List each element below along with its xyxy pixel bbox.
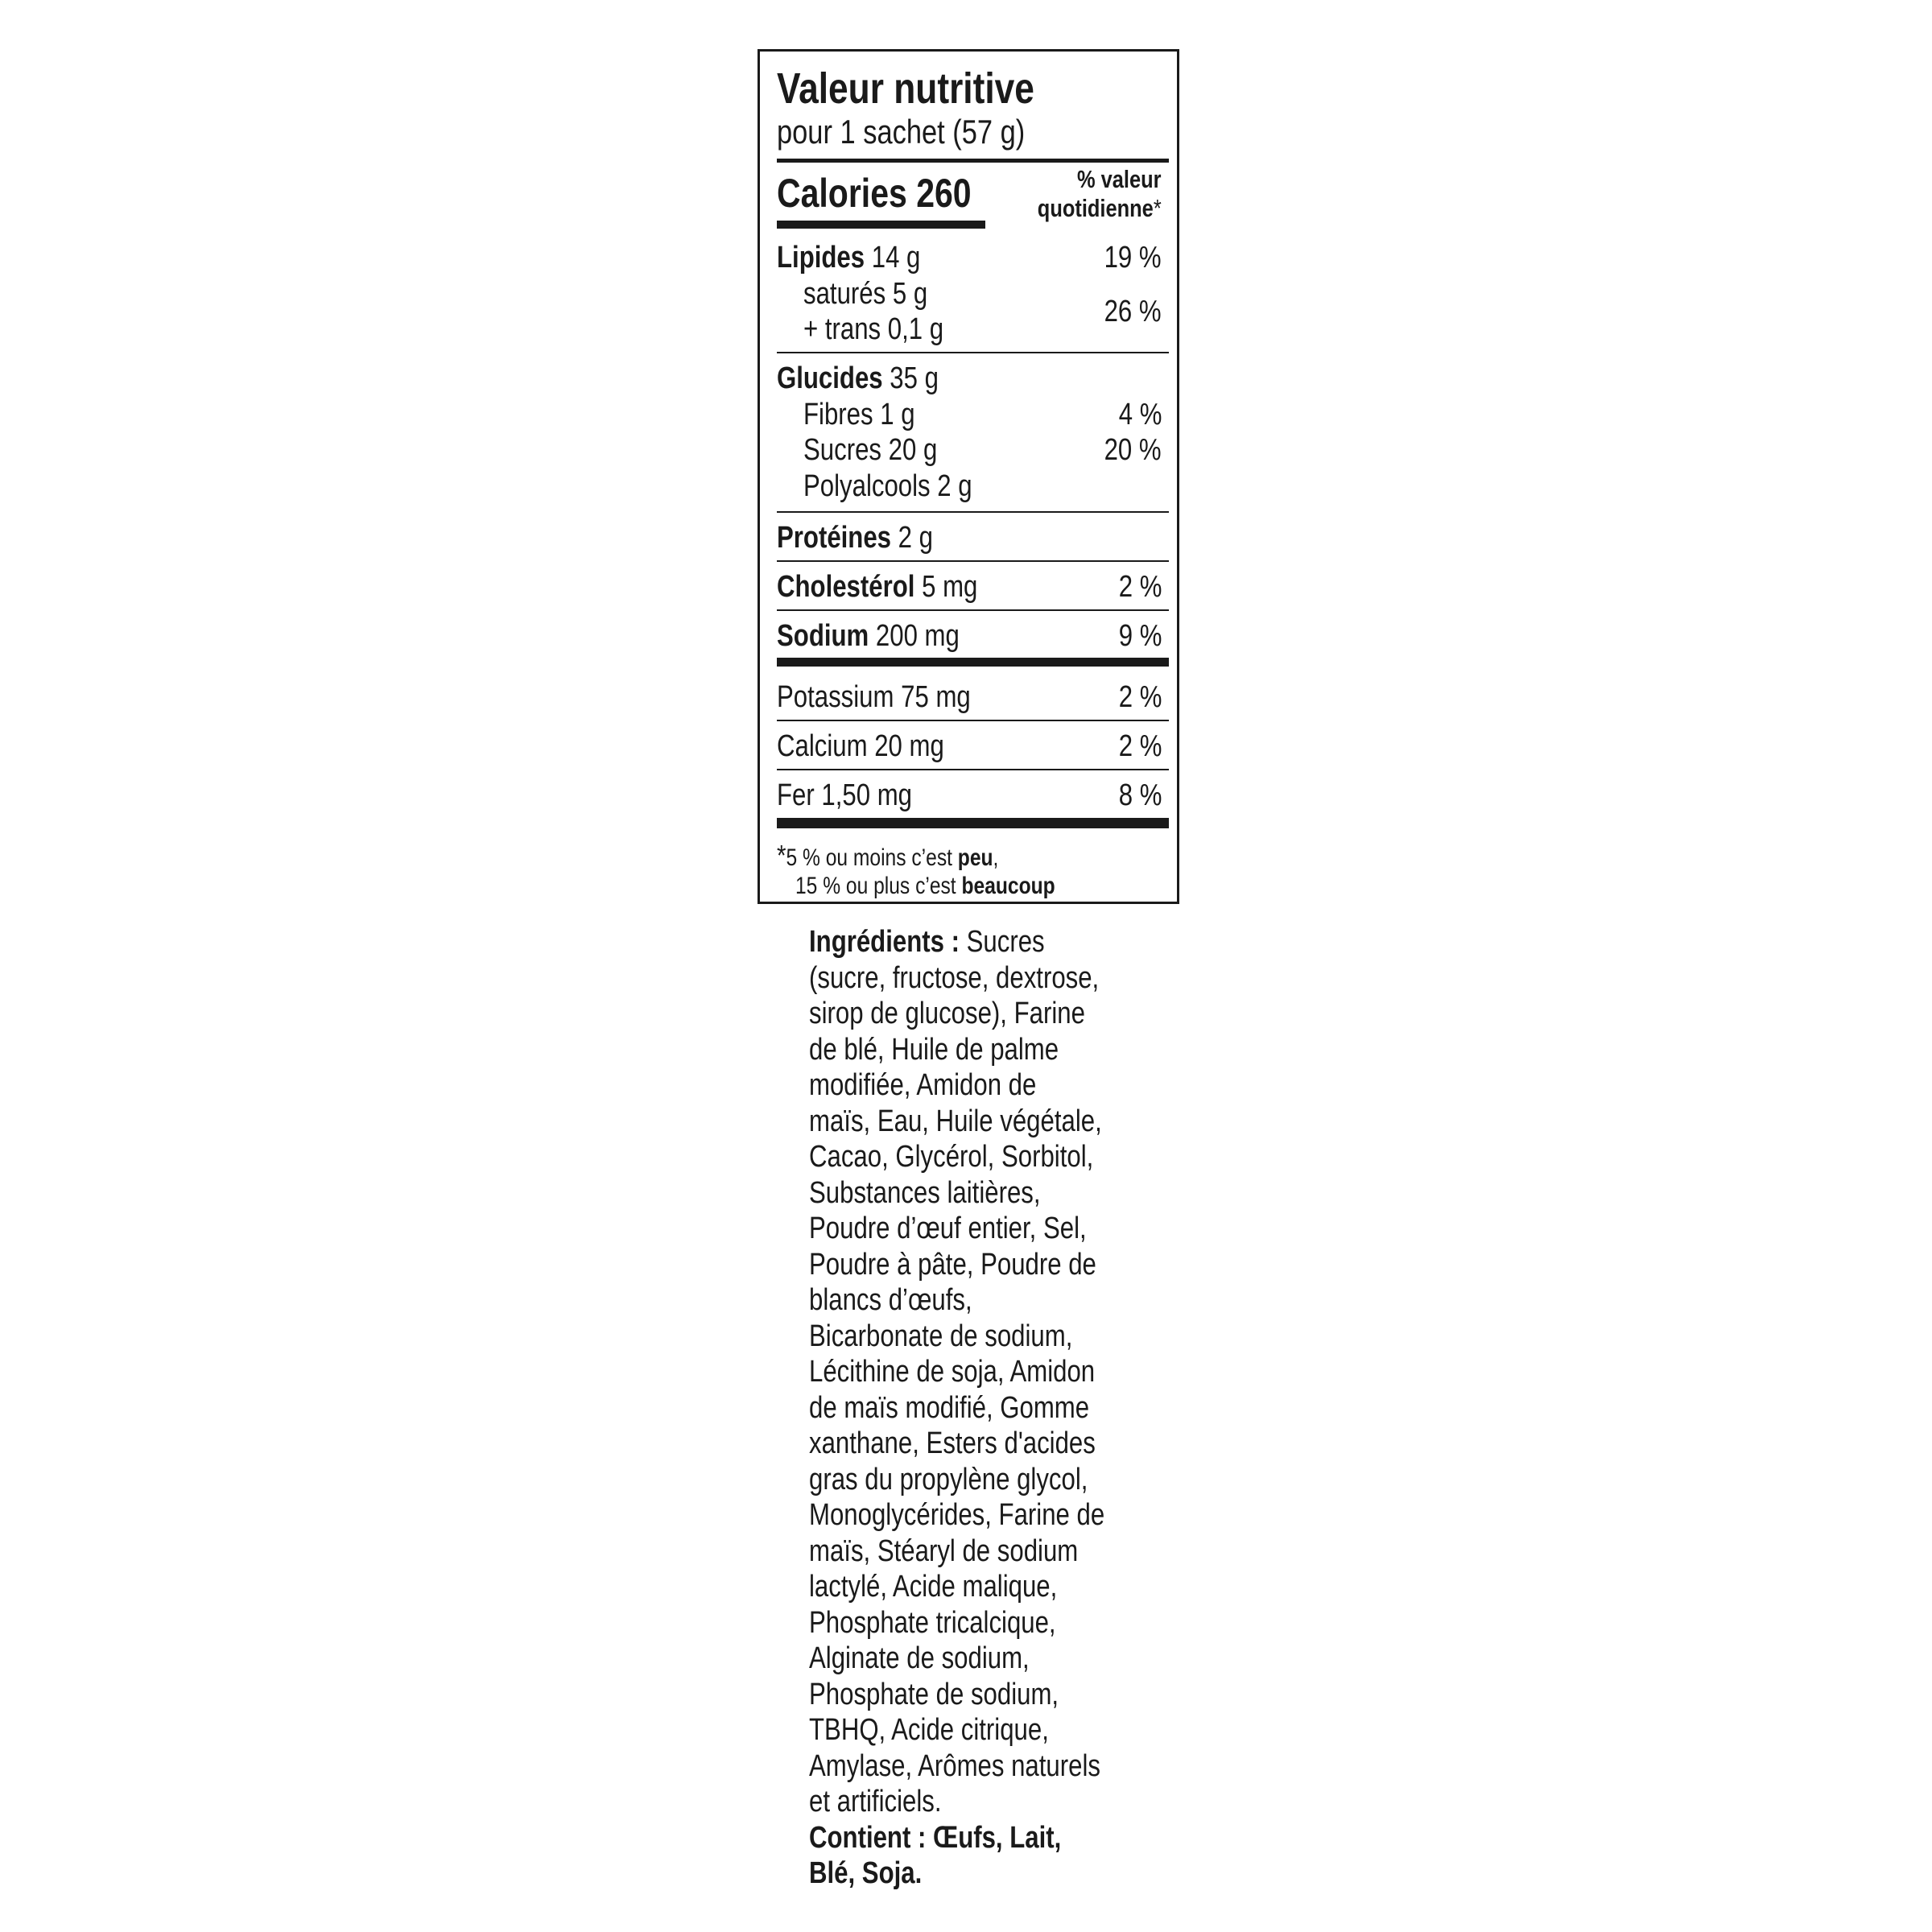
- ingredient-line: Substances laitières,: [809, 1175, 1041, 1210]
- ingredient-line: Lécithine de soja, Amidon: [809, 1355, 1096, 1389]
- ingredient-line: Phosphate de sodium,: [809, 1677, 1059, 1711]
- ingredient-line: de blé, Huile de palme: [809, 1032, 1059, 1067]
- ingredient-line: xanthane, Esters d'acides: [809, 1426, 1096, 1460]
- ingredients-list: Ingrédients : Sucres (sucre, fructose, dextrose, sirop de glucose), Farine de blé, Huile de palme modifiée, Amidon de maïs, Eau, Huile végétale, Cacao, Glycérol, Sorbitol, Substances laitières, Poudre d’œuf entier, Sel, Poudre à pâte, Poudre de blancs d’œufs, Bicarbonate de sodium, Lécithine de soja, Amidon de maïs modifié, Gomme xanthane, Esters d'acides gras du propylène glycol, Monoglycérides, Farine de maïs, Stéaryl de sodium lactylé, Acide malique, Phosphate tricalcique, Alginate de sodium, Phosphate de sodium, TBHQ, Acide citrique, Amylase, Arômes naturels et artificiels. Contient : Œufs, Lait, Blé, Soja.: [809, 925, 1105, 1890]
- ingredient-line: maïs, Stéaryl de sodium: [809, 1534, 1079, 1568]
- ingredient-line: maïs, Eau, Huile végétale,: [809, 1104, 1102, 1138]
- dv-potassium: 2 %: [1118, 680, 1162, 714]
- dv-header-line1: % valeur: [1077, 165, 1162, 193]
- ingredient-line: Poudre d’œuf entier, Sel,: [809, 1212, 1087, 1245]
- ingredient-line: Alginate de sodium,: [809, 1641, 1030, 1675]
- serving-size: pour 1 sachet (57 g): [777, 113, 1026, 151]
- dv-sucres: 20 %: [1104, 433, 1162, 467]
- nutrition-title: Valeur nutritive: [777, 64, 1034, 113]
- ingredient-line: Bicarbonate de sodium,: [809, 1319, 1073, 1353]
- dv-satures: 26 %: [1104, 295, 1162, 328]
- row-cholesterol: Cholestérol 5 mg: [777, 570, 978, 604]
- dv-fer: 8 %: [1118, 778, 1162, 812]
- footnote-line2: 15 % ou plus c’est beaucoup: [795, 873, 1055, 899]
- allergen-statement: Contient : Œufs, Lait,: [809, 1820, 1062, 1855]
- row-proteines: Protéines 2 g: [777, 521, 933, 555]
- row-fer: Fer 1,50 mg: [777, 778, 912, 812]
- divider: [777, 769, 1169, 770]
- ingredient-line: de maïs modifié, Gomme: [809, 1390, 1090, 1425]
- ingredient-line: TBHQ, Acide citrique,: [809, 1713, 1049, 1747]
- ingredient-line: modifiée, Amidon de: [809, 1068, 1037, 1102]
- row-fibres: Fibres 1 g: [803, 398, 915, 431]
- ingredient-line: lactylé, Acide malique,: [809, 1570, 1058, 1604]
- ingredient-line: Poudre à pâte, Poudre de: [809, 1247, 1096, 1282]
- ingredient-line: sirop de glucose), Farine: [809, 997, 1085, 1030]
- row-sodium: Sodium 200 mg: [777, 619, 960, 653]
- dv-header-star: *: [1154, 194, 1162, 222]
- ingredient-line: Amylase, Arômes naturels: [809, 1748, 1100, 1783]
- allergen-statement-cont: Blé, Soja.: [809, 1856, 923, 1890]
- row-sucres: Sucres 20 g: [803, 433, 938, 467]
- row-lipides: Lipides 14 g: [777, 241, 921, 275]
- footnote: *5 % ou moins c’est peu,: [777, 839, 999, 872]
- nutrition-facts-table: [758, 49, 1179, 904]
- ingredient-line: Cacao, Glycérol, Sorbitol,: [809, 1140, 1094, 1174]
- divider: [777, 560, 1169, 562]
- row-polyalcools: Polyalcools 2 g: [803, 469, 972, 503]
- dv-header-line2: quotidienne: [1038, 194, 1154, 222]
- row-potassium: Potassium 75 mg: [777, 680, 971, 714]
- dv-cholesterol: 2 %: [1118, 570, 1162, 604]
- row-glucides: Glucides 35 g: [777, 361, 939, 395]
- divider: [777, 609, 1169, 611]
- ingredients-label: Ingrédients :: [809, 925, 960, 959]
- ingredient-line: et artificiels.: [809, 1785, 942, 1818]
- row-trans: + trans 0,1 g: [803, 312, 944, 346]
- divider-thick: [777, 658, 1169, 667]
- calories-underline: [777, 221, 985, 229]
- ingredient-line: Monoglycérides, Farine de: [809, 1498, 1105, 1532]
- dv-fibres: 4 %: [1118, 398, 1162, 431]
- row-satures: saturés 5 g: [803, 277, 928, 311]
- ingredient-line: blancs d’œufs,: [809, 1283, 972, 1317]
- row-calcium: Calcium 20 mg: [777, 729, 944, 763]
- ingredient-line: gras du propylène glycol,: [809, 1462, 1088, 1496]
- divider-thick: [777, 818, 1169, 828]
- divider: [777, 511, 1169, 513]
- dv-lipides: 19 %: [1104, 241, 1162, 275]
- divider: [777, 352, 1169, 353]
- ingredient-line: Phosphate tricalcique,: [809, 1605, 1056, 1640]
- divider-thick: [777, 159, 1169, 163]
- dv-calcium: 2 %: [1118, 729, 1162, 763]
- ingredient-line: (sucre, fructose, dextrose,: [809, 960, 1100, 995]
- calories: Calories 260: [777, 171, 972, 216]
- dv-sodium: 9 %: [1118, 619, 1162, 653]
- divider: [777, 720, 1169, 721]
